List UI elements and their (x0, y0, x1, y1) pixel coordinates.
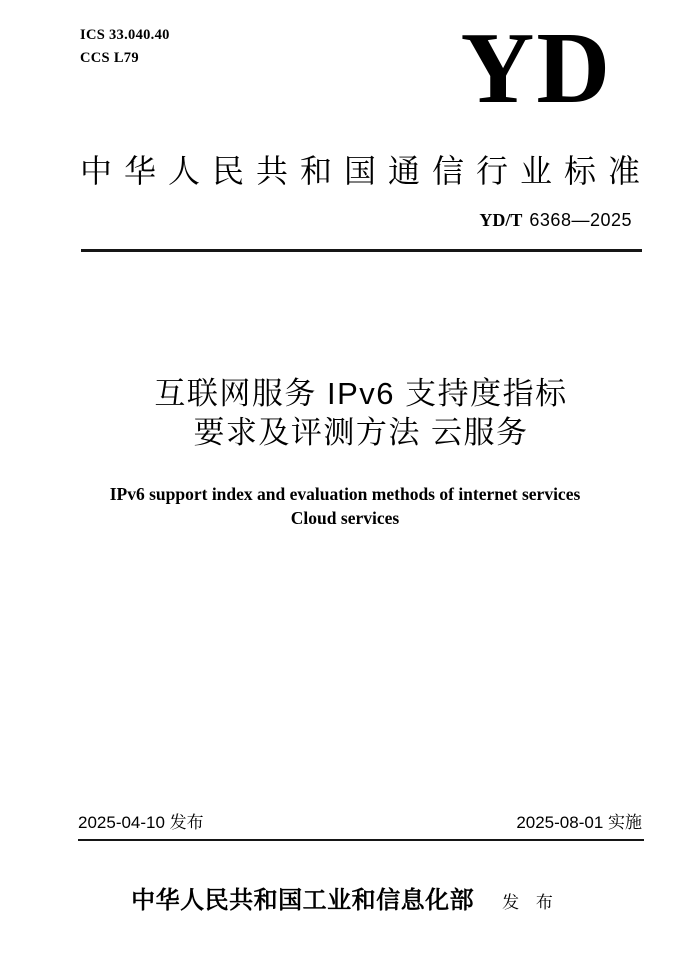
yd-logo: YD (460, 12, 612, 125)
ics-code: ICS 33.040.40 (80, 27, 170, 43)
classification-codes (80, 24, 170, 70)
title-cn-line1: 互联网服务 IPv6 支持度指标 (154, 376, 568, 411)
standard-type-title: 中华人民共和国通信行业标准 (80, 153, 653, 189)
publisher-name: 中华人民共和国工业和信息化部 (131, 888, 475, 914)
title-en-line1: IPv6 support index and evaluation methods of internet services (109, 484, 581, 504)
ccs-code: CCS L79 (80, 50, 139, 66)
top-rule (81, 249, 642, 252)
standard-code-number: 6368—2025 (529, 210, 632, 230)
title-english (40, 482, 650, 530)
title-en-line2: Cloud services (290, 508, 400, 528)
issue-date: 2025-04-10 发布 (78, 813, 204, 832)
title-cn-line2: 要求及评测方法 云服务 (193, 415, 529, 450)
bottom-rule (78, 839, 644, 841)
publish-label: 发 布 (502, 893, 559, 912)
title-chinese (80, 374, 642, 452)
implement-date: 2025-08-01 实施 (516, 813, 642, 832)
standard-code-prefix: YD/T (479, 210, 523, 230)
dates-row (78, 812, 642, 834)
publisher-row (0, 880, 690, 915)
standard-code (479, 209, 632, 231)
